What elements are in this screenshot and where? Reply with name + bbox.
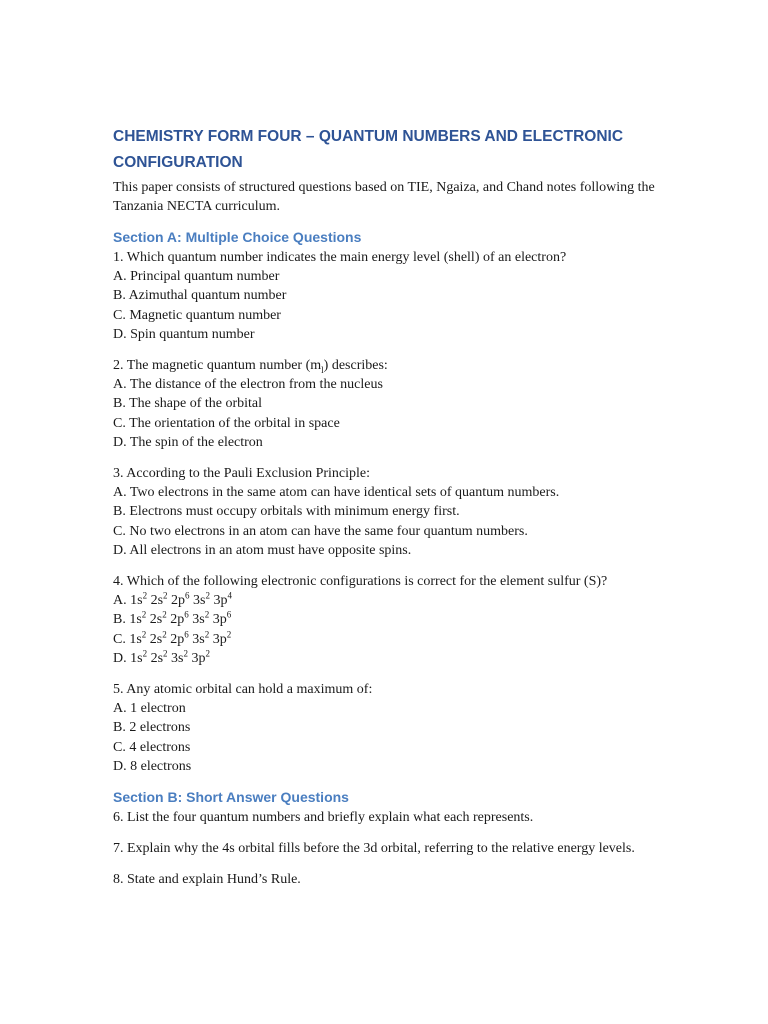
question-1 (113, 248, 673, 344)
section-b (113, 788, 673, 890)
question-3 (113, 464, 673, 560)
option-label: B. (113, 612, 126, 628)
orbital-term: $2s^2$ (149, 609, 167, 628)
document-title: CHEMISTRY FORM FOUR – QUANTUM NUMBERS AND ELECTRONIC CONFIGURATION (113, 128, 624, 171)
orbital-term: $3p^2$ (212, 629, 232, 647)
section-a-heading: Section A: Multiple Choice Questions (113, 229, 362, 245)
document-intro: This paper consists of structured questions based on TIE, Ngaiza, and Chand notes following the Tanzania NECTA curriculum. (113, 180, 655, 214)
option-c: C. The orientation of the orbital in space (113, 415, 340, 431)
option-c: C. Magnetic quantum number (113, 307, 281, 323)
orbital-term: $1s^2$ (130, 648, 148, 666)
orbital-term: $3s^2$ (193, 590, 210, 609)
option-c: C. 4 electrons (113, 739, 191, 755)
stem-text: 2. The magnetic quantum number (m (113, 358, 322, 374)
option-a: A. Principal quantum number (113, 269, 280, 285)
document-page (113, 124, 673, 902)
option-d: D. Spin quantum number (113, 326, 255, 342)
question-8 (113, 870, 673, 889)
option-b: B. 2 electrons (113, 720, 191, 736)
option-label: D. (113, 650, 127, 666)
orbital-term: $3s^2$ (192, 629, 210, 647)
question-7 (113, 839, 673, 858)
orbital-term: $2s^2$ (149, 629, 167, 647)
option-b (113, 610, 673, 629)
question-stem: 7. Explain why the 4s orbital fills before the 3d orbital, referring to the relative energy levels. (113, 841, 635, 857)
option-b: B. Azimuthal quantum number (113, 288, 287, 304)
question-2 (113, 356, 673, 452)
orbital-term: $1s^2$ (129, 629, 147, 647)
option-d: D. The spin of the electron (113, 434, 263, 450)
section-a (113, 228, 673, 776)
option-c: C. No two electrons in an atom can have the same four quantum numbers. (113, 523, 528, 539)
question-stem: 4. Which of the following electronic configurations is correct for the element sulfur (S)? (113, 574, 608, 590)
option-b: B. Electrons must occupy orbitals with minimum energy first. (113, 504, 460, 520)
orbital-term: $2p^6$ (170, 629, 189, 647)
option-label: C. (113, 631, 126, 647)
question-stem: 3. According to the Pauli Exclusion Principle: (113, 466, 371, 482)
option-d (113, 649, 673, 668)
option-a: A. 1 electron (113, 701, 186, 717)
orbital-term: $1s^2$ (129, 609, 147, 628)
option-b: B. The shape of the orbital (113, 396, 263, 412)
stem-text: ) describes: (323, 358, 388, 374)
orbital-term: $3p^2$ (191, 648, 210, 666)
stem-subscript: l (321, 364, 324, 375)
question-stem (113, 356, 673, 375)
question-4 (113, 572, 673, 668)
orbital-term: $2p^6$ (170, 609, 189, 628)
orbital-term: $3p^6$ (212, 609, 232, 628)
option-d: D. 8 electrons (113, 758, 192, 774)
orbital-term: $3s^2$ (171, 648, 188, 666)
orbital-term: $2s^2$ (150, 648, 168, 666)
option-c (113, 630, 673, 649)
orbital-term: $3s^2$ (192, 609, 210, 628)
orbital-term: $1s^2$ (130, 590, 148, 609)
orbital-term: $2s^2$ (150, 590, 168, 609)
option-a (113, 591, 673, 610)
orbital-term: $3p^4$ (213, 590, 232, 609)
option-label: A. (113, 593, 127, 609)
option-a: A. The distance of the electron from the nucleus (113, 377, 383, 393)
orbital-term: $2p^6$ (171, 590, 190, 609)
question-6 (113, 808, 673, 827)
question-5 (113, 680, 673, 776)
option-a: A. Two electrons in the same atom can have identical sets of quantum numbers. (113, 485, 560, 501)
question-stem: 1. Which quantum number indicates the main energy level (shell) of an electron? (113, 250, 567, 265)
section-b-heading: Section B: Short Answer Questions (113, 789, 349, 806)
question-stem: 6. List the four quantum numbers and briefly explain what each represents. (113, 810, 534, 826)
question-stem: 5. Any atomic orbital can hold a maximum of: (113, 682, 373, 698)
option-d: D. All electrons in an atom must have opposite spins. (113, 542, 412, 558)
question-stem: 8. State and explain Hund’s Rule. (113, 872, 301, 888)
